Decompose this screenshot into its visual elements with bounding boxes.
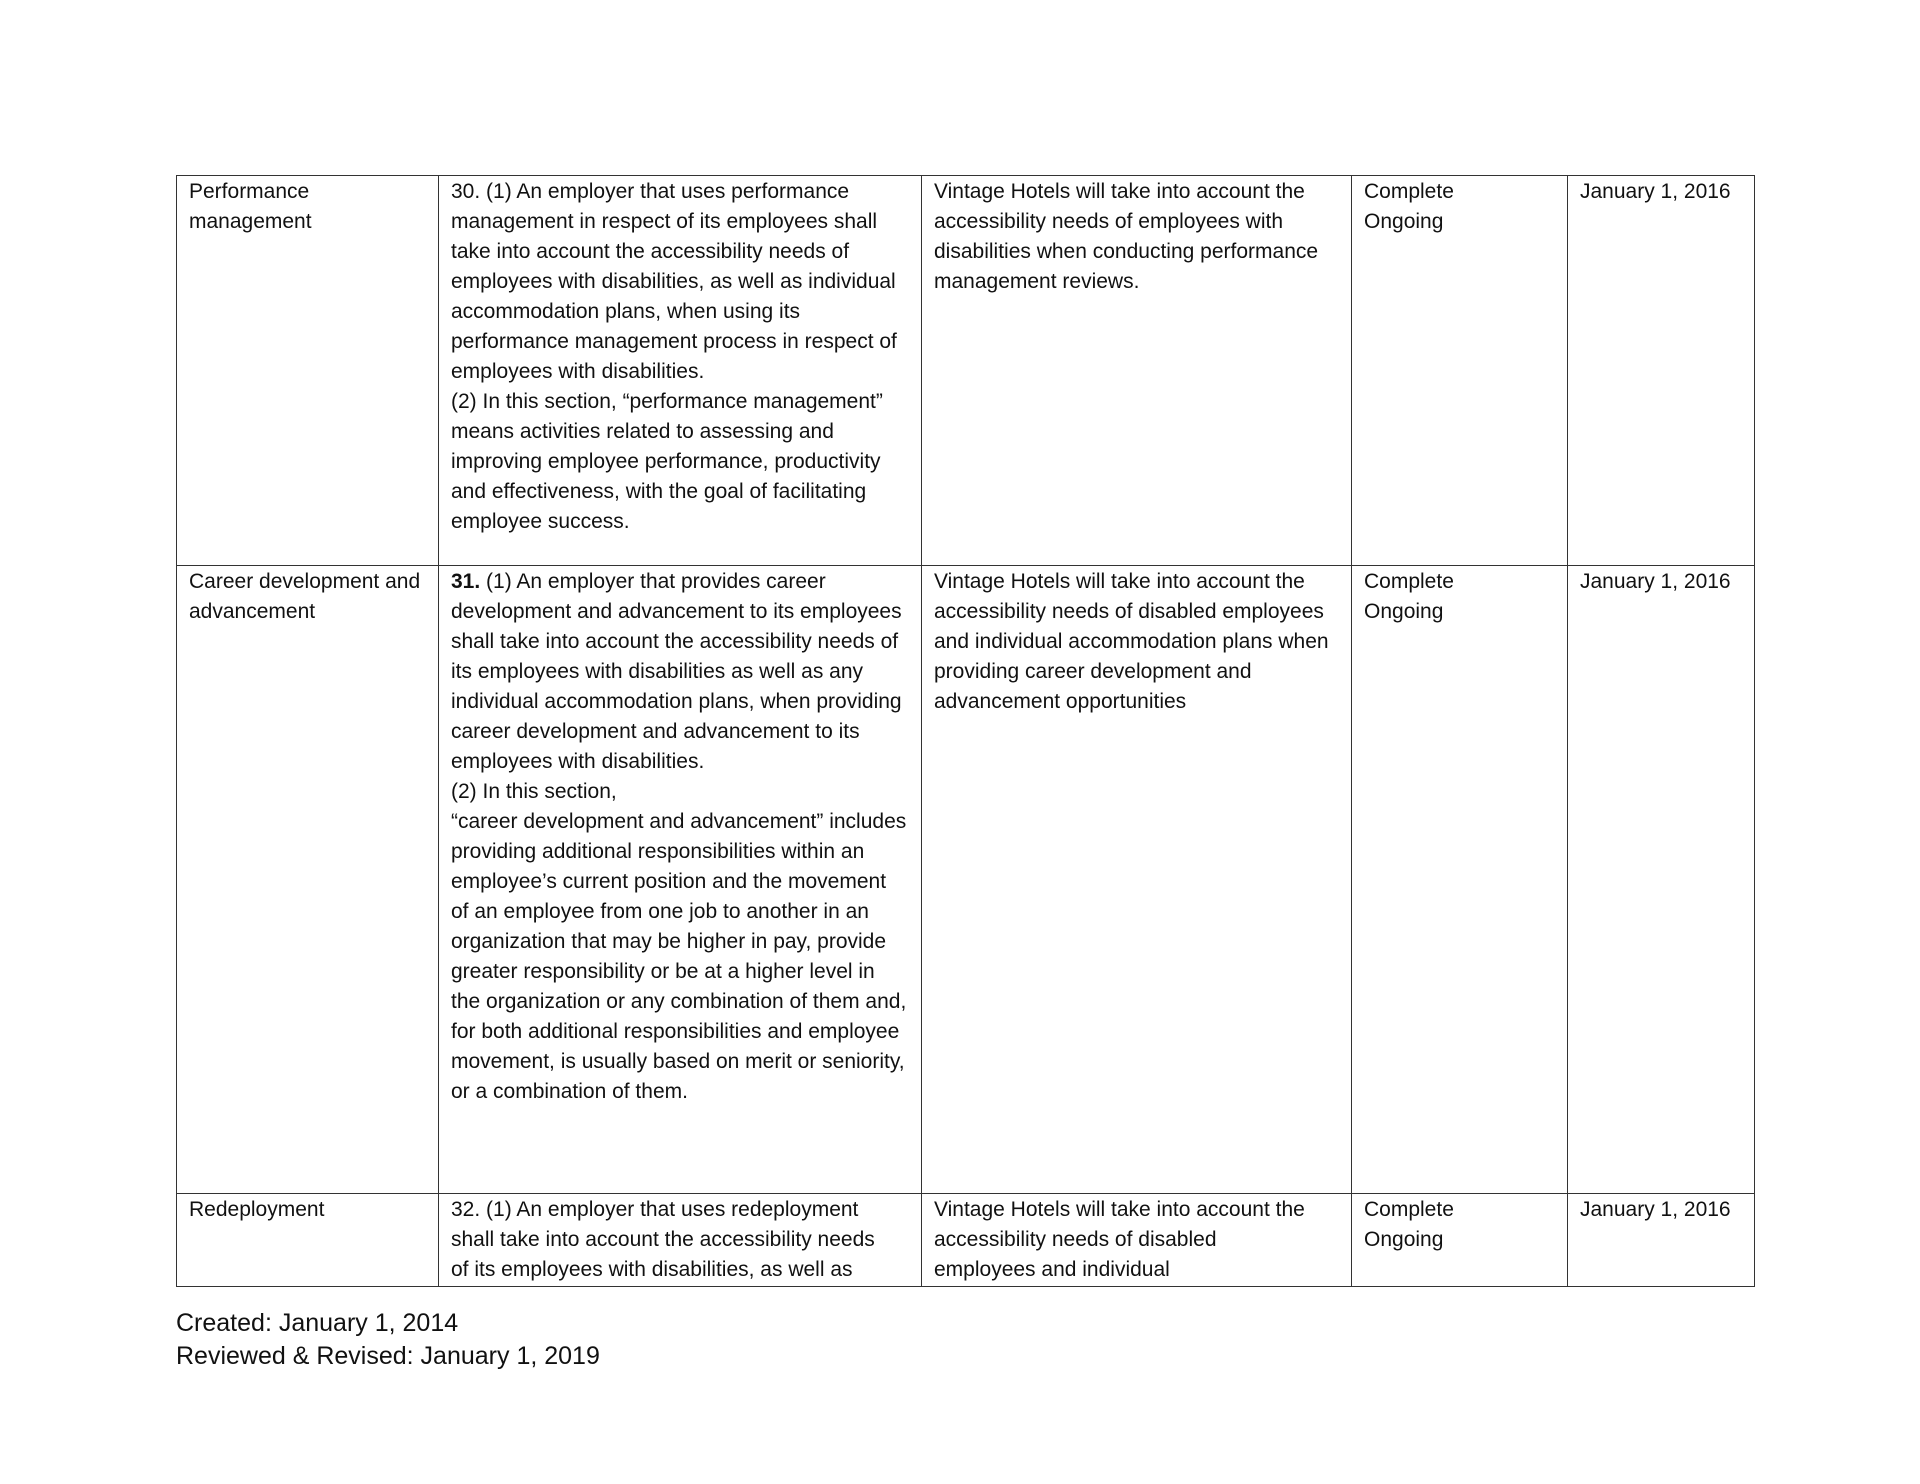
- regulation-definition: “career development and advancement” includes providing additional responsibilities within an employee’s current position and the movement of an employee from one job to another in an organization that may be higher in pay, provide greater responsibility or be at a higher level in the organization or any combination of them and, for both additional responsibilities and employee movement, is usually based on merit or seniority, or a combination of them.: [451, 810, 907, 1103]
- regulation-subsection: (2) In this section,: [451, 780, 617, 803]
- action-cell: [922, 566, 1352, 1194]
- accessibility-plan-table: [176, 175, 1755, 1287]
- table-row: [177, 176, 1755, 566]
- action-text: Vintage Hotels will take into account the accessibility needs of employees with disabilities when conducting performance management reviews.: [934, 180, 1319, 293]
- regulation-definition: (2) In this section, “performance management” means activities related to assessing and improving employee performance, productivity and effectiveness, with the goal of facilitating employee success.: [451, 390, 883, 533]
- status-complete: Complete: [1364, 180, 1454, 203]
- table-row: [177, 566, 1755, 1194]
- category-text: Redeployment: [189, 1198, 325, 1221]
- date-text: January 1, 2016: [1580, 1198, 1731, 1221]
- regulation-line: shall take into account the accessibility needs: [451, 1228, 875, 1251]
- regulation-number: 30.: [451, 180, 481, 203]
- action-cell: [922, 176, 1352, 566]
- status-complete: Complete: [1364, 570, 1454, 593]
- date-cell: [1568, 1194, 1755, 1287]
- action-line: accessibility needs of disabled: [934, 1228, 1217, 1251]
- regulation-line: of its employees with disabilities, as well as: [451, 1258, 853, 1281]
- status-ongoing: Ongoing: [1364, 600, 1444, 623]
- category-text: Performance management: [189, 180, 312, 233]
- table-row: [177, 1194, 1755, 1287]
- regulation-cell: [439, 566, 922, 1194]
- status-cell: [1352, 566, 1568, 1194]
- regulation-cell: [439, 1194, 922, 1287]
- created-date: Created: January 1, 2014: [176, 1309, 459, 1337]
- regulation-text: (1) An employer that uses performance management in respect of its employees shall take into account the accessibility needs of employees with disabilities, as well as individual accommodation plans, when using its performance management process in respect of employees with disabilities.: [451, 180, 897, 383]
- status-ongoing: Ongoing: [1364, 1228, 1444, 1251]
- status-cell: [1352, 176, 1568, 566]
- category-cell: [177, 566, 439, 1194]
- regulation-paragraph: [451, 177, 909, 387]
- status-ongoing: Ongoing: [1364, 210, 1444, 233]
- date-cell: [1568, 566, 1755, 1194]
- regulation-text: (1) An employer that provides career development and advancement to its employees shall take into account the accessibility needs of its employees with disabilities as well as any individual accommodation plans, when providing career development and advancement to its employees with disabilities.: [451, 570, 902, 773]
- date-text: January 1, 2016: [1580, 180, 1731, 203]
- status-cell: [1352, 1194, 1568, 1287]
- action-line: Vintage Hotels will take into account the: [934, 1198, 1305, 1221]
- regulation-paragraph: [451, 567, 909, 777]
- action-text: Vintage Hotels will take into account the accessibility needs of disabled employees and individual accommodation plans when providing career development and advancement opportunities: [934, 570, 1329, 713]
- regulation-cell: [439, 176, 922, 566]
- category-cell: [177, 1194, 439, 1287]
- regulation-number: 31.: [451, 570, 481, 593]
- status-complete: Complete: [1364, 1198, 1454, 1221]
- category-cell: [177, 176, 439, 566]
- date-cell: [1568, 176, 1755, 566]
- action-line: employees and individual: [934, 1258, 1170, 1281]
- date-text: January 1, 2016: [1580, 570, 1731, 593]
- reviewed-date: Reviewed & Revised: January 1, 2019: [176, 1342, 600, 1370]
- regulation-line: 32. (1) An employer that uses redeployment: [451, 1198, 859, 1221]
- category-text: Career development and advancement: [189, 570, 421, 623]
- action-cell: [922, 1194, 1352, 1287]
